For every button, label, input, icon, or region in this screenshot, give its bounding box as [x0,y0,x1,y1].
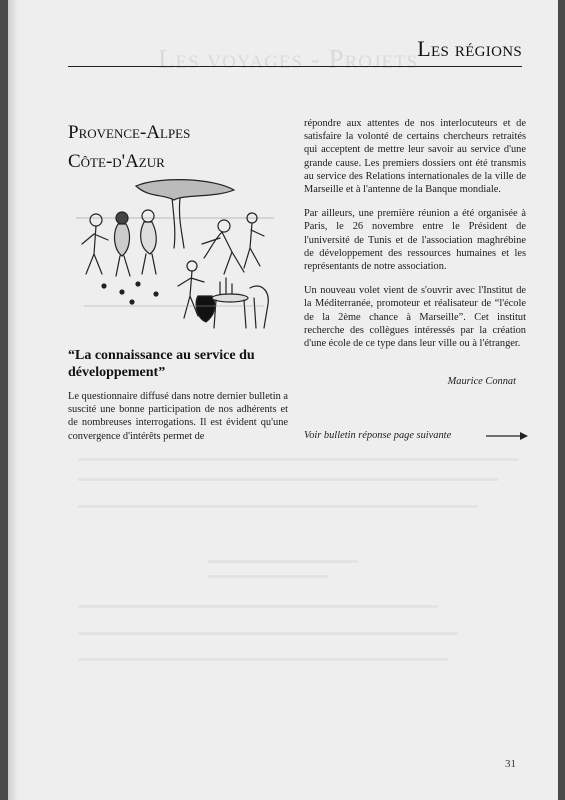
bleed-through-line [78,658,448,661]
section-heading-line2: Côte-d'Azur [68,151,165,172]
page-edge-shadow [8,0,18,800]
bleed-through-line [208,560,358,563]
article-body-col1: Le questionnaire diffusé dans notre dernier bulletin a suscité une bonne participation de nos adhérents et de nombreuses interrogations. Il est évident qu'une convergence d'intérêts permet de [68,391,288,442]
arrow-right-icon [486,431,530,441]
bleed-through-line [78,478,498,481]
bleed-through-line [78,605,438,608]
petanque-illustration [74,178,276,338]
section-heading [68,118,288,176]
section-heading-line1: Provence-Alpes [68,122,191,143]
bleed-through-line [78,632,458,635]
bleed-through-line [78,458,518,461]
bleed-through-line [78,505,478,508]
article-body-col2 [304,117,526,350]
bleed-through-line [208,575,328,578]
bleed-through-heading: Les voyages - Projets [158,44,419,74]
article-paragraph: répondre aux attentes de nos interlocuteurs et de satisfaire la volonté de certains chercheurs retraités qui acceptent de mettre leur savoir au service d'une grande cause. Les premiers dossiers ont été transmis au service des Relations internationales de la ville de Marseille et à l'antenne de la Banque mondiale. [304,118,526,196]
author-signature: Maurice Connat [447,376,516,387]
page-header-title: Les régions [417,36,522,61]
article-title: “La connaissance au service du développement” [68,348,255,380]
see-form-link[interactable]: Voir bulletin réponse page suivante [304,430,452,441]
header-rule [68,66,522,67]
magazine-page [8,0,558,800]
article-paragraph: Un nouveau volet vient de s'ouvrir avec l'Institut de la Méditerranée, promoteur et réalisateur de “l'école de la 2ème chance à Marseille”. Cet institut recherche des collègues intéressés par la création d'une école de ce type dans leur ville ou à l'étranger. [304,285,526,350]
article-paragraph: Par ailleurs, une première réunion a été organisée à Paris, le 26 novembre entre le Président de l'université de Tunis et de l'association maghrébine de développement des ressources humaines et les représentants de notre association. [304,208,526,273]
page-number: 31 [505,758,516,770]
